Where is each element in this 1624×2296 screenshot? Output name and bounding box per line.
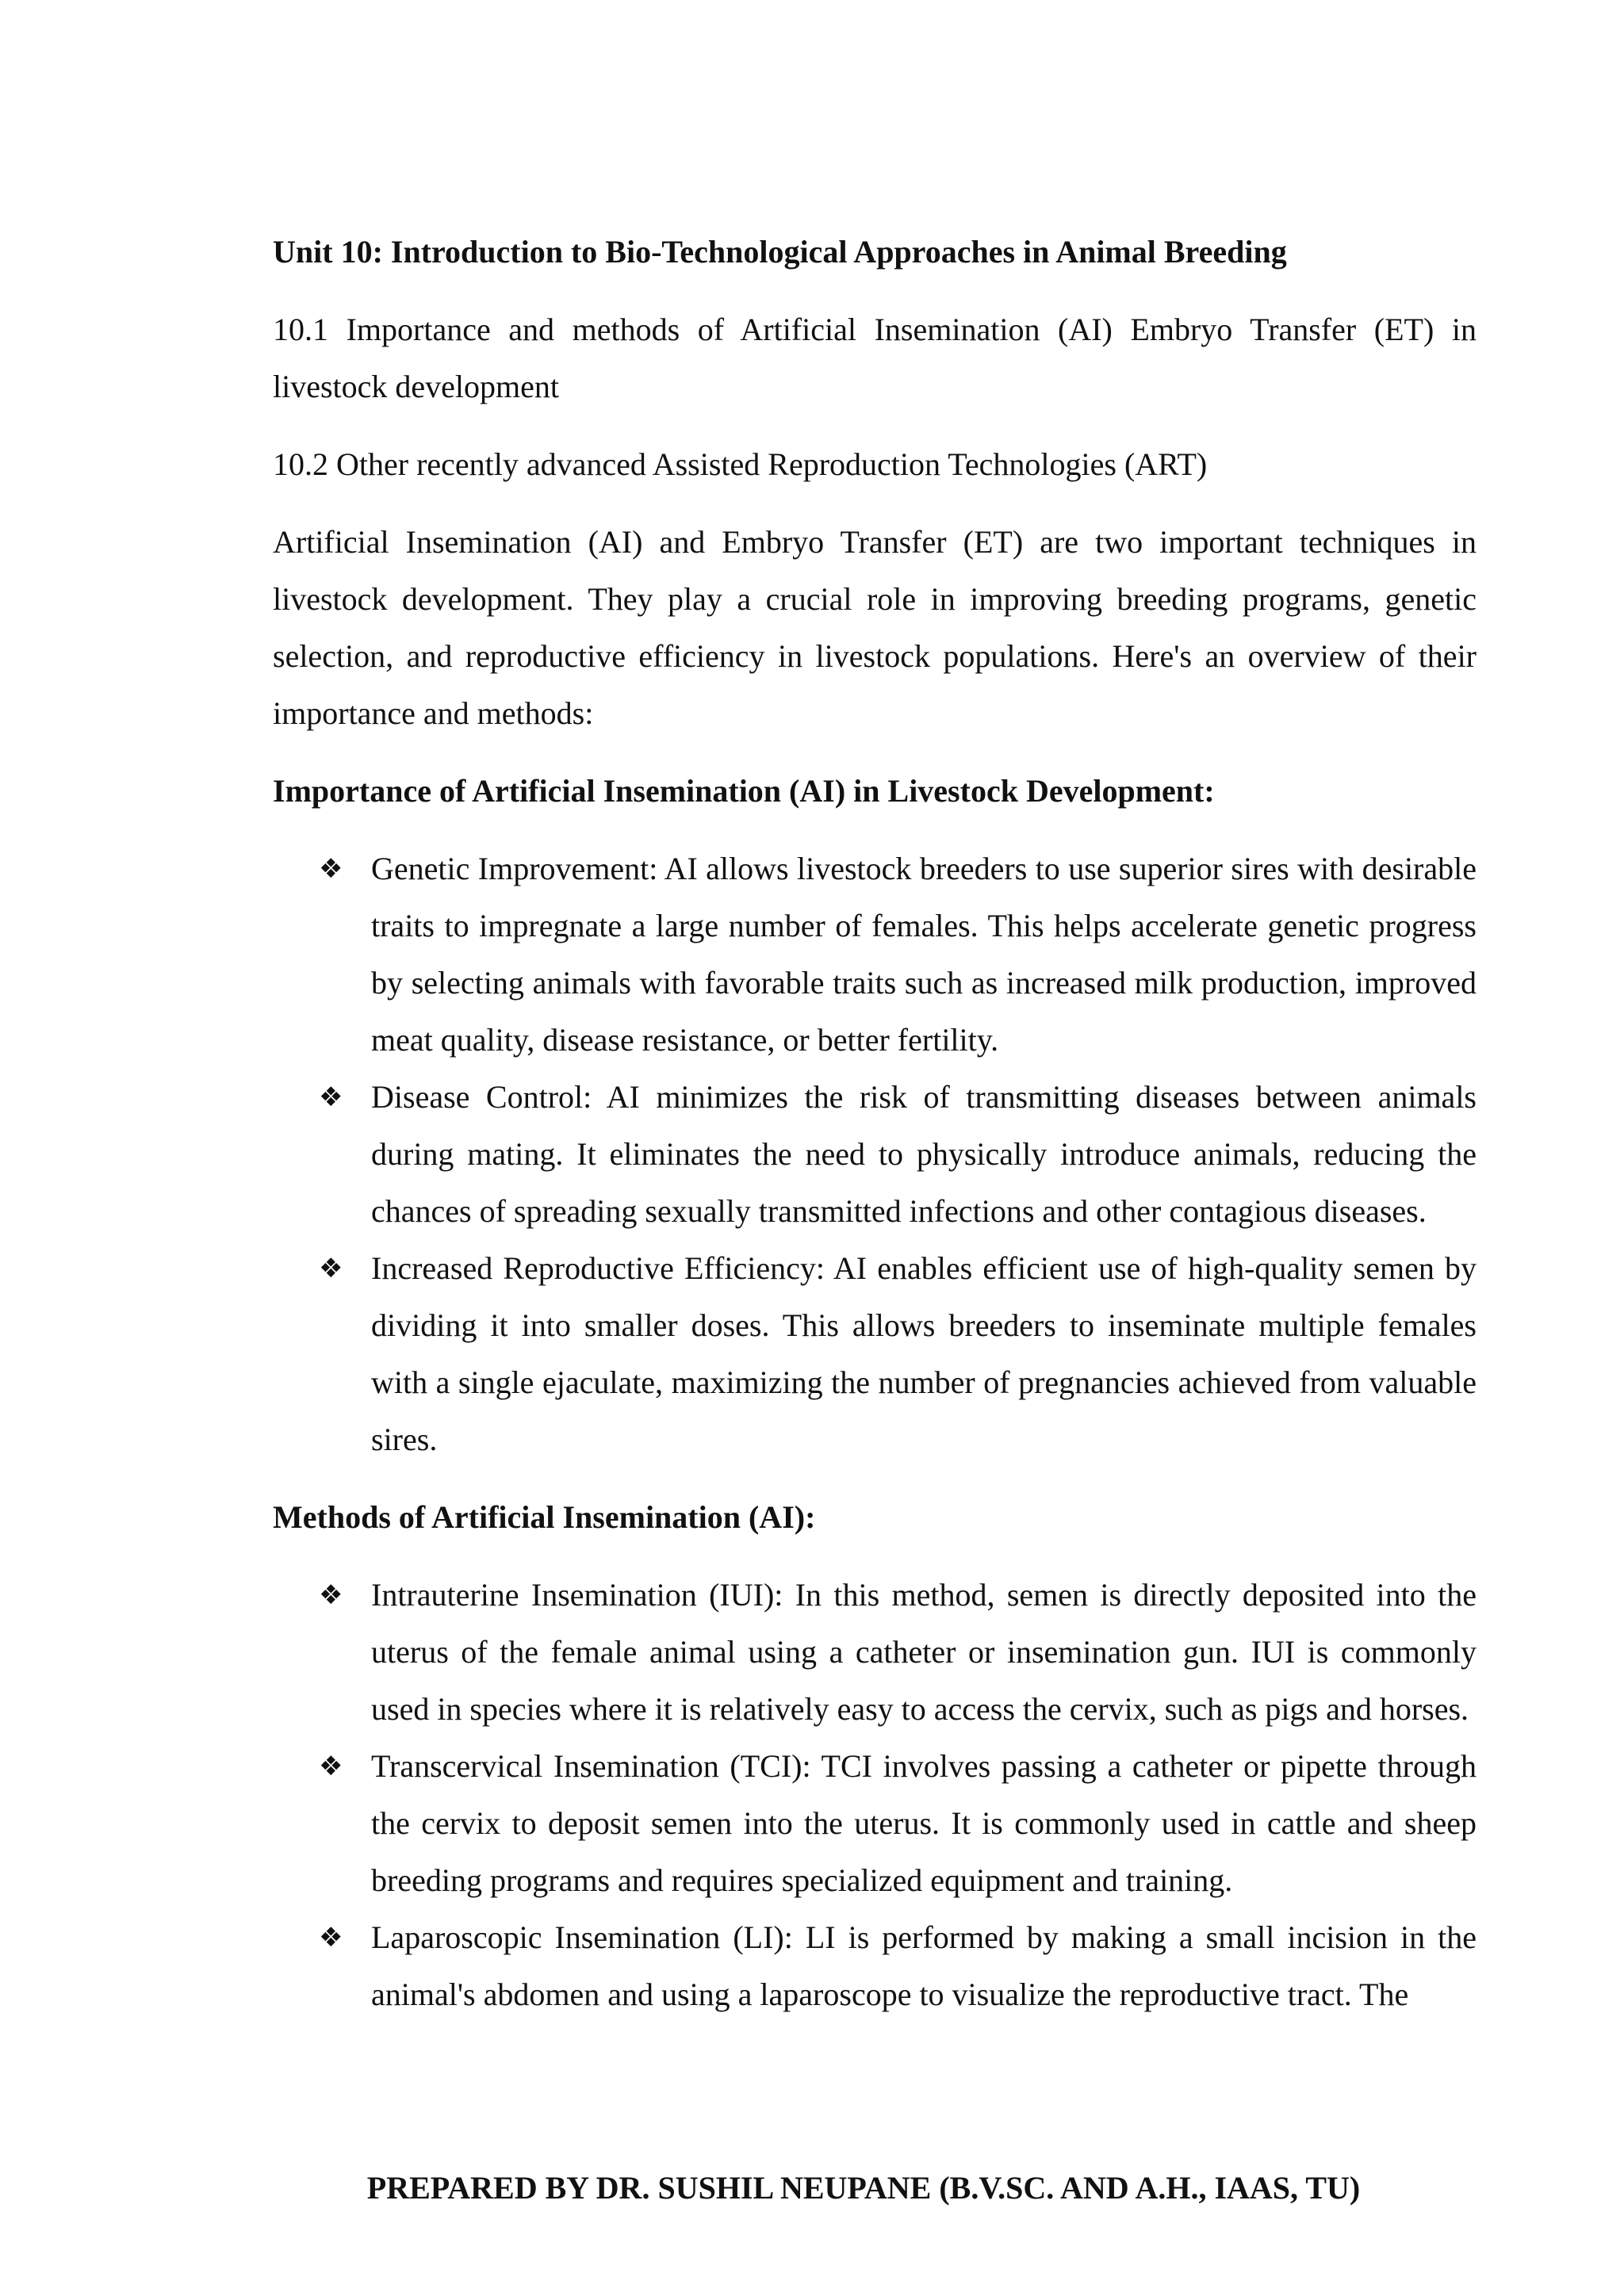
- method-item-iui: [319, 1567, 1477, 1738]
- unit-title: Unit 10: Introduction to Bio-Technological Approaches in Animal Breeding: [273, 234, 1287, 270]
- list-item-text: Disease Control: AI minimizes the risk of transmitting diseases between animals during mating. It eliminates the need to physically introduce animals, reducing the chances of spreading sexually transmitted infections and other contagious diseases.: [371, 1079, 1477, 1229]
- list-item-text: Laparoscopic Insemination (LI): LI is performed by making a small incision in the animal's abdomen and using a laparoscope to visualize the reproductive tract. The: [371, 1919, 1477, 2012]
- importance-item-genetic-improvement: [319, 840, 1477, 1069]
- importance-item-disease-control: [319, 1069, 1477, 1240]
- list-item-text: Increased Reproductive Efficiency: AI enables efficient use of high-quality semen by dividing it into smaller doses. This allows breeders to inseminate multiple females with a single ejaculate, maximizing the number of pregnancies achieved from valuable sires.: [371, 1250, 1477, 1457]
- importance-item-reproductive-efficiency: [319, 1240, 1477, 1468]
- method-item-tci: [319, 1738, 1477, 1909]
- list-item-text: Intrauterine Insemination (IUI): In this method, semen is directly deposited into the uterus of the female animal using a catheter or insemination gun. IUI is commonly used in species where it is relatively easy to access the cervix, such as pigs and horses.: [371, 1577, 1477, 1727]
- page-footer: PREPARED BY DR. SUSHIL NEUPANE (B.V.SC. AND A.H., IAAS, TU): [366, 2170, 1361, 2206]
- methods-list: [273, 1567, 1477, 2023]
- list-item-text: Genetic Improvement: AI allows livestock breeders to use superior sires with desirable traits to impregnate a large number of females. This helps accelerate genetic progress by selecting animals with favorable traits such as increased milk production, improved meat quality, disease resistance, or better fertility.: [371, 851, 1477, 1058]
- diamond-bullet-icon: ❖: [319, 1081, 343, 1113]
- diamond-bullet-icon: ❖: [319, 1922, 343, 1954]
- intro-paragraph: Artificial Insemination (AI) and Embryo Transfer (ET) are two important techniques in livestock development. They play a crucial role in improving breeding programs, genetic selection, and reproductive efficiency in livestock populations. Here's an overview of their importance and methods:: [273, 524, 1477, 731]
- page-content: [273, 224, 1477, 2044]
- diamond-bullet-icon: ❖: [319, 1751, 343, 1782]
- importance-list: [273, 840, 1477, 1468]
- diamond-bullet-icon: ❖: [319, 1253, 343, 1284]
- diamond-bullet-icon: ❖: [319, 1579, 343, 1611]
- diamond-bullet-icon: ❖: [319, 853, 343, 885]
- method-item-li: [319, 1909, 1477, 2023]
- importance-heading: Importance of Artificial Insemination (AI) in Livestock Development:: [273, 773, 1215, 809]
- methods-heading: Methods of Artificial Insemination (AI):: [273, 1499, 816, 1535]
- section-1-heading: 10.1 Importance and methods of Artificial Insemination (AI) Embryo Transfer (ET) in livestock development: [273, 312, 1477, 404]
- list-item-text: Transcervical Insemination (TCI): TCI involves passing a catheter or pipette through the cervix to deposit semen into the uterus. It is commonly used in cattle and sheep breeding programs and requires specialized equipment and training.: [371, 1748, 1477, 1898]
- section-2-heading: 10.2 Other recently advanced Assisted Reproduction Technologies (ART): [273, 446, 1208, 482]
